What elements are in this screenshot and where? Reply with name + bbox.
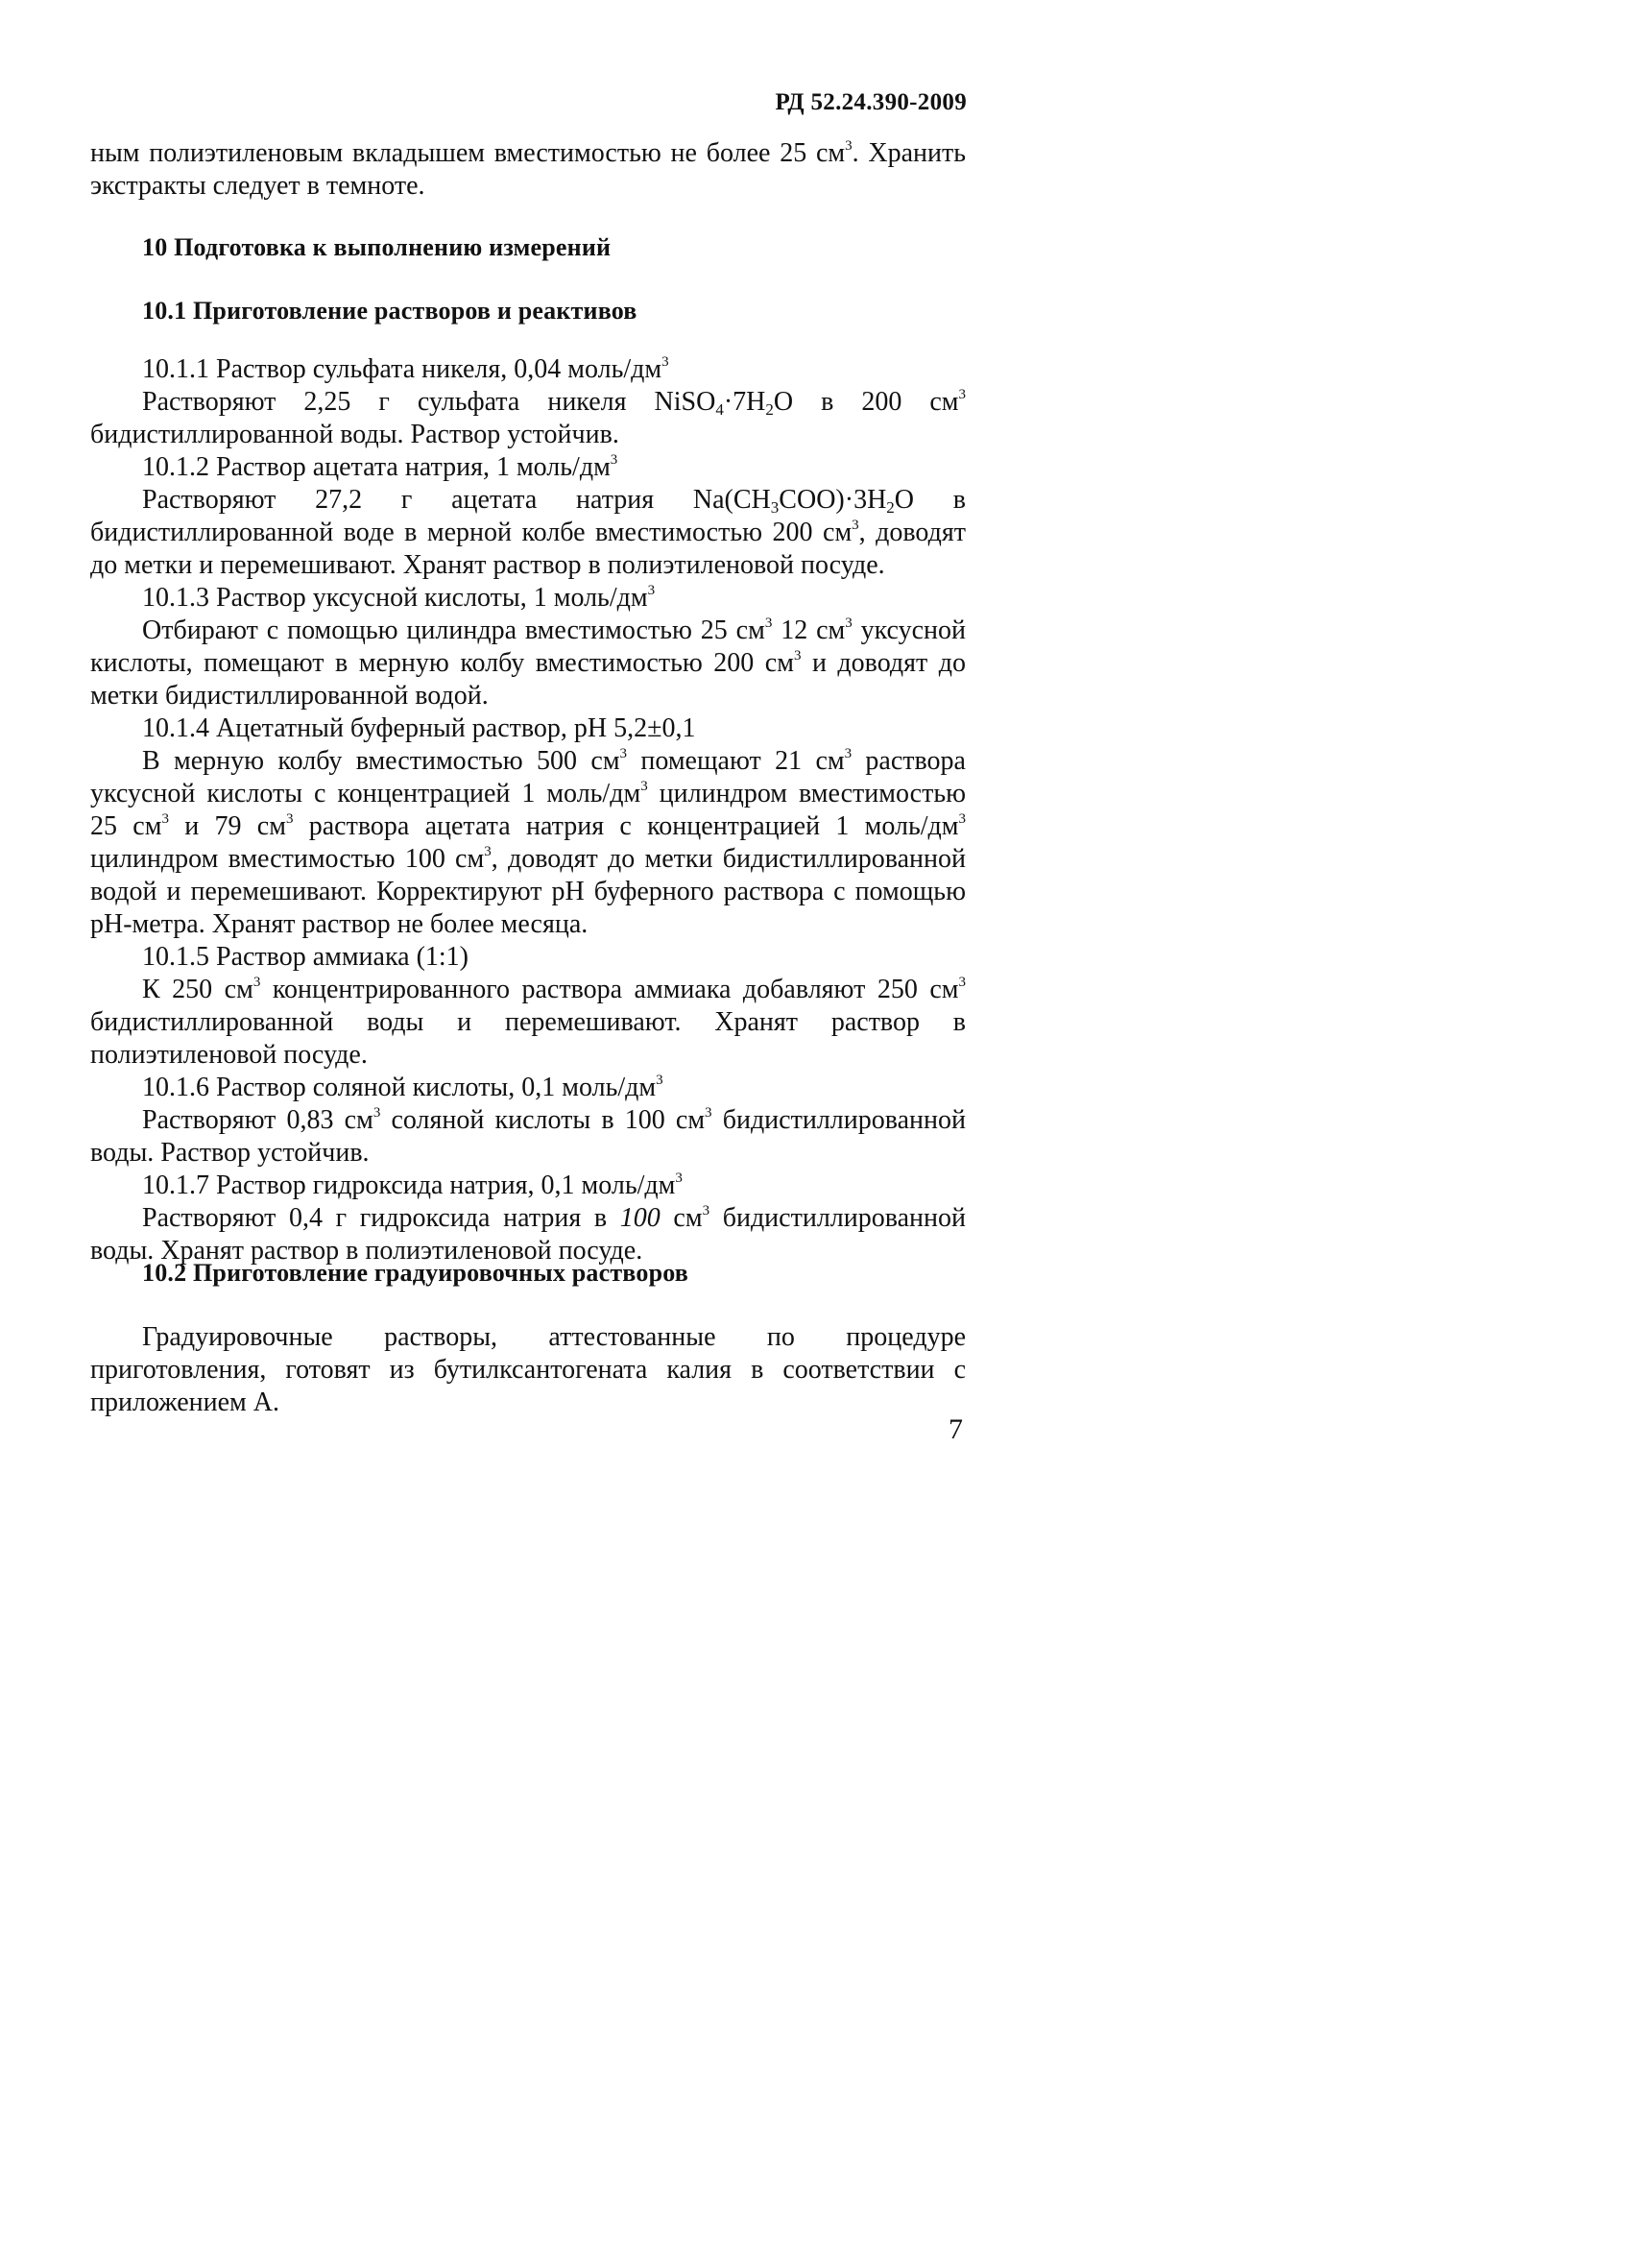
subsection-10-1-2-body: Растворяют 27,2 г ацетата натрия $Na(CH_3COO)\cdot 3H_2O$ в бидистиллированной воде в мерной колбе вместимостью 200 $см^3$, доводят до метки и перемешивают. Хранят раствор в полиэтиленовой посуде. xyxy=(90,485,967,580)
section-10-heading: 10 Подготовка к выполнению измерений xyxy=(142,233,612,261)
subsection-10-1-1-heading: 10.1.1 Раствор сульфата никеля, 0,04 моль/$дм^3$ xyxy=(142,354,669,384)
subsection-10-1-1-body: Растворяют 2,25 г сульфата никеля $NiSO_4\cdot 7H_2O$ в 200 $см^3$ бидистиллированной воды. Раствор устойчив. xyxy=(90,387,966,449)
subsection-10-1-4-heading: 10.1.4 Ацетатный буферный раствор, pH 5,2±0,1 xyxy=(142,713,696,743)
subsection-10-1-7-heading: 10.1.7 Раствор гидроксида натрия, 0,1 моль/$дм^3$ xyxy=(142,1170,683,1200)
intro-paragraph: ным полиэтиленовым вкладышем вместимостью не более 25 $см^3$. Хранить экстракты следует в темноте. xyxy=(90,138,967,201)
section-10-2-heading: 10.2 Приготовление градуировочных растворов xyxy=(142,1259,689,1287)
page-number: 7 xyxy=(949,1413,963,1445)
subsection-10-1-5-heading: 10.1.5 Раствор аммиака (1:1) xyxy=(142,942,469,972)
subsection-10-1-3-heading: 10.1.3 Раствор уксусной кислоты, 1 моль/$дм^3$ xyxy=(142,583,656,613)
section-10-2-body xyxy=(90,1321,966,1419)
section-10-2-paragraph: Градуировочные растворы, аттестованные по процедуре приготовления, готовят из бутилксантогената калия в соответствии с приложением А. xyxy=(90,1322,966,1417)
section-10-1-body xyxy=(90,353,966,1267)
subsection-10-1-2-heading: 10.1.2 Раствор ацетата натрия, 1 моль/$дм^3$ xyxy=(142,452,618,482)
subsection-10-1-6-heading: 10.1.6 Раствор соляной кислоты, 0,1 моль/$дм^3$ xyxy=(142,1073,663,1102)
subsection-10-1-7-body: Растворяют 0,4 г гидроксида натрия в 100 $см^3$ бидистиллированной воды. Хранят раствор в полиэтиленовой посуде. xyxy=(90,1203,966,1266)
subsection-10-1-3-body: Отбирают с помощью цилиндра вместимостью 25 $см^3$ 12 $см^3$ уксусной кислоты, помещают в мерную колбу вместимостью 200 $см^3$ и доводят до метки бидистиллированной водой. xyxy=(90,615,967,711)
subsection-10-1-5-body: К 250 $см^3$ концентрированного раствора аммиака добавляют 250 $см^3$ бидистиллированной воды и перемешивают. Хранят раствор в полиэтиленовой посуде. xyxy=(90,975,966,1070)
section-10-1-heading: 10.1 Приготовление растворов и реактивов xyxy=(142,297,637,325)
document-page xyxy=(0,0,1088,1509)
intro-block xyxy=(90,137,966,203)
subsection-10-1-4-body: В мерную колбу вместимостью 500 $см^3$ помещают 21 $см^3$ раствора уксусной кислоты с концентрацией 1 моль/$дм^3$ цилиндром вместимостью 25 $см^3$ и 79 $см^3$ раствора ацетата натрия с концентрацией 1 моль/$дм^3$ цилиндром вместимостью 100 $см^3$, доводят до метки бидистиллированной водой и перемешивают. Корректируют pH буферного раствора с помощью pH-метра. Хранят раствор не более месяца. xyxy=(90,746,967,939)
subsection-10-1-6-body: Растворяют 0,83 $см^3$ соляной кислоты в 100 $см^3$ бидистиллированной воды. Раствор устойчив. xyxy=(90,1105,966,1168)
document-code: РД 52.24.390-2009 xyxy=(775,89,967,115)
